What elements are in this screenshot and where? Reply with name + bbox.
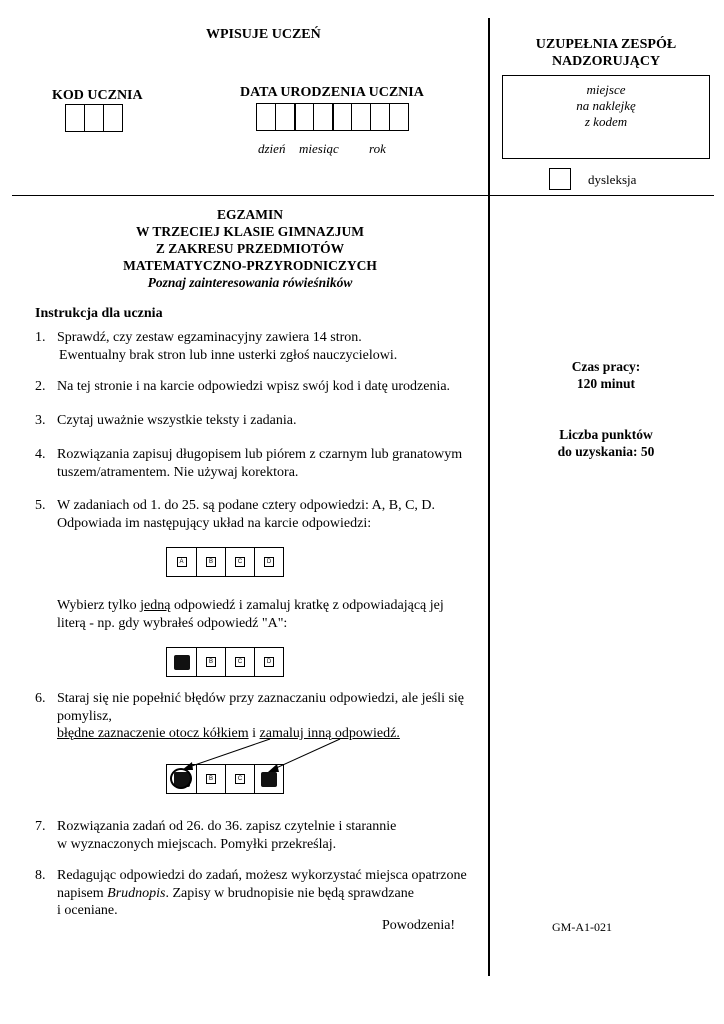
instruction-item: 8. Redagując odpowiedzi do zadań, możesz wykorzystać miejsca opatrzone napisem Brudnopis. Zapisy w brudnopisie nie będą sprawdzane i oceniane. — [35, 868, 467, 918]
answer-correction-example — [166, 764, 284, 794]
answer-letter: D — [264, 557, 274, 567]
student-fills-heading: WPISUJE UCZEŃ — [206, 27, 321, 42]
instructions-heading: Instrukcja dla ucznia — [35, 306, 163, 321]
title-line: MATEMATYCZNO-PRZYRODNICZYCH — [123, 258, 377, 273]
answer-letter: C — [235, 557, 245, 567]
instruction-item: 7. Rozwiązania zadań od 26. do 36. zapisz czytelnie i starannie w wyznaczonych miejscach. Pomyłki przekreślaj. — [35, 819, 397, 852]
date-box[interactable] — [275, 103, 295, 131]
title-line: Z ZAKRESU PRZEDMIOTÓW — [155, 241, 345, 256]
answer-letter: B — [206, 557, 216, 567]
select-instruction: Wybierz tylko jedną odpowiedź i zamaluj kratkę z odpowiadającą jej literą - np. gdy wybrałeś odpowiedź "A": — [57, 598, 444, 631]
sticker-placeholder — [502, 75, 710, 159]
date-box[interactable] — [389, 103, 409, 131]
sticker-text-line: miejsce — [586, 82, 626, 97]
instruction-item: 3. Czytaj uważnie wszystkie teksty i zadania. — [35, 413, 297, 428]
code-box[interactable] — [103, 104, 123, 132]
vertical-divider — [488, 18, 490, 976]
work-time — [500, 358, 712, 392]
date-box[interactable] — [313, 103, 333, 131]
answer-letter: C — [235, 774, 245, 784]
filled-mark-icon — [261, 772, 277, 787]
instruction-item: 1. Sprawdź, czy zestaw egzaminacyjny zawiera 14 stron. Ewentualny brak stron lub inne usterki zgłoś nauczycielowi. — [35, 330, 398, 363]
answer-layout-example — [166, 547, 284, 577]
horizontal-divider — [12, 195, 714, 196]
sticker-text-line: na naklejkę — [576, 98, 636, 113]
work-time-label: Czas pracy: — [571, 359, 641, 374]
instruction-item: 4. Rozwiązania zapisuj długopisem lub piórem z czarnym lub granatowym tuszem/atramentem. Nie używaj korektora. — [35, 447, 463, 480]
date-box[interactable] — [256, 103, 276, 131]
exam-title — [12, 206, 488, 291]
points-label: Liczba punktów — [559, 427, 653, 442]
dyslexia-checkbox[interactable] — [549, 168, 571, 190]
date-box[interactable] — [351, 103, 371, 131]
birth-date-label: DATA URODZENIA UCZNIA — [240, 85, 424, 100]
dyslexia-label: dysleksja — [588, 172, 637, 187]
student-code-boxes[interactable] — [65, 104, 123, 132]
good-luck-text: Powodzenia! — [382, 918, 456, 933]
points-value: do uzyskania: 50 — [557, 444, 655, 459]
birth-date-boxes[interactable] — [256, 103, 409, 131]
team-fills-heading: UZUPEŁNIA ZESPÓŁ NADZORUJĄCY — [535, 37, 677, 69]
code-box[interactable] — [65, 104, 85, 132]
exam-code: GM-A1-021 — [552, 920, 612, 934]
answer-letter: A — [177, 557, 187, 567]
student-code-label: KOD UCZNIA — [52, 88, 143, 103]
answer-letter: B — [206, 657, 216, 667]
date-month-caption: miesiąc — [299, 141, 339, 156]
date-year-caption: rok — [369, 141, 386, 156]
exam-subtitle: Poznaj zainteresowania rówieśników — [147, 275, 353, 290]
date-day-caption: dzień — [258, 141, 286, 156]
answer-filled-example — [166, 647, 284, 677]
title-line: EGZAMIN — [216, 207, 283, 222]
circle-mark-icon — [170, 768, 192, 789]
date-box[interactable] — [294, 103, 314, 131]
sticker-text-line: z kodem — [584, 114, 628, 129]
work-time-value: 120 minut — [576, 376, 636, 391]
answer-letter: B — [206, 774, 216, 784]
title-line: W TRZECIEJ KLASIE GIMNAZJUM — [136, 224, 364, 239]
date-box[interactable] — [332, 103, 352, 131]
answer-letter: C — [235, 657, 245, 667]
instruction-item: 6. Staraj się nie popełnić błędów przy zaznaczaniu odpowiedzi, ale jeśli się pomylisz, błędne zaznaczenie otocz kółkiem i zamaluj inną odpowiedź. — [35, 691, 465, 741]
instruction-item: 5. W zadaniach od 1. do 25. są podane cztery odpowiedzi: A, B, C, D. Odpowiada im następujący układ na karcie odpowiedzi: — [35, 498, 436, 531]
points-info — [500, 426, 712, 460]
instruction-item: 2. Na tej stronie i na karcie odpowiedzi wpisz swój kod i datę urodzenia. — [35, 379, 451, 394]
code-box[interactable] — [84, 104, 104, 132]
answer-letter: D — [264, 657, 274, 667]
date-box[interactable] — [370, 103, 390, 131]
filled-mark-icon — [174, 655, 190, 670]
